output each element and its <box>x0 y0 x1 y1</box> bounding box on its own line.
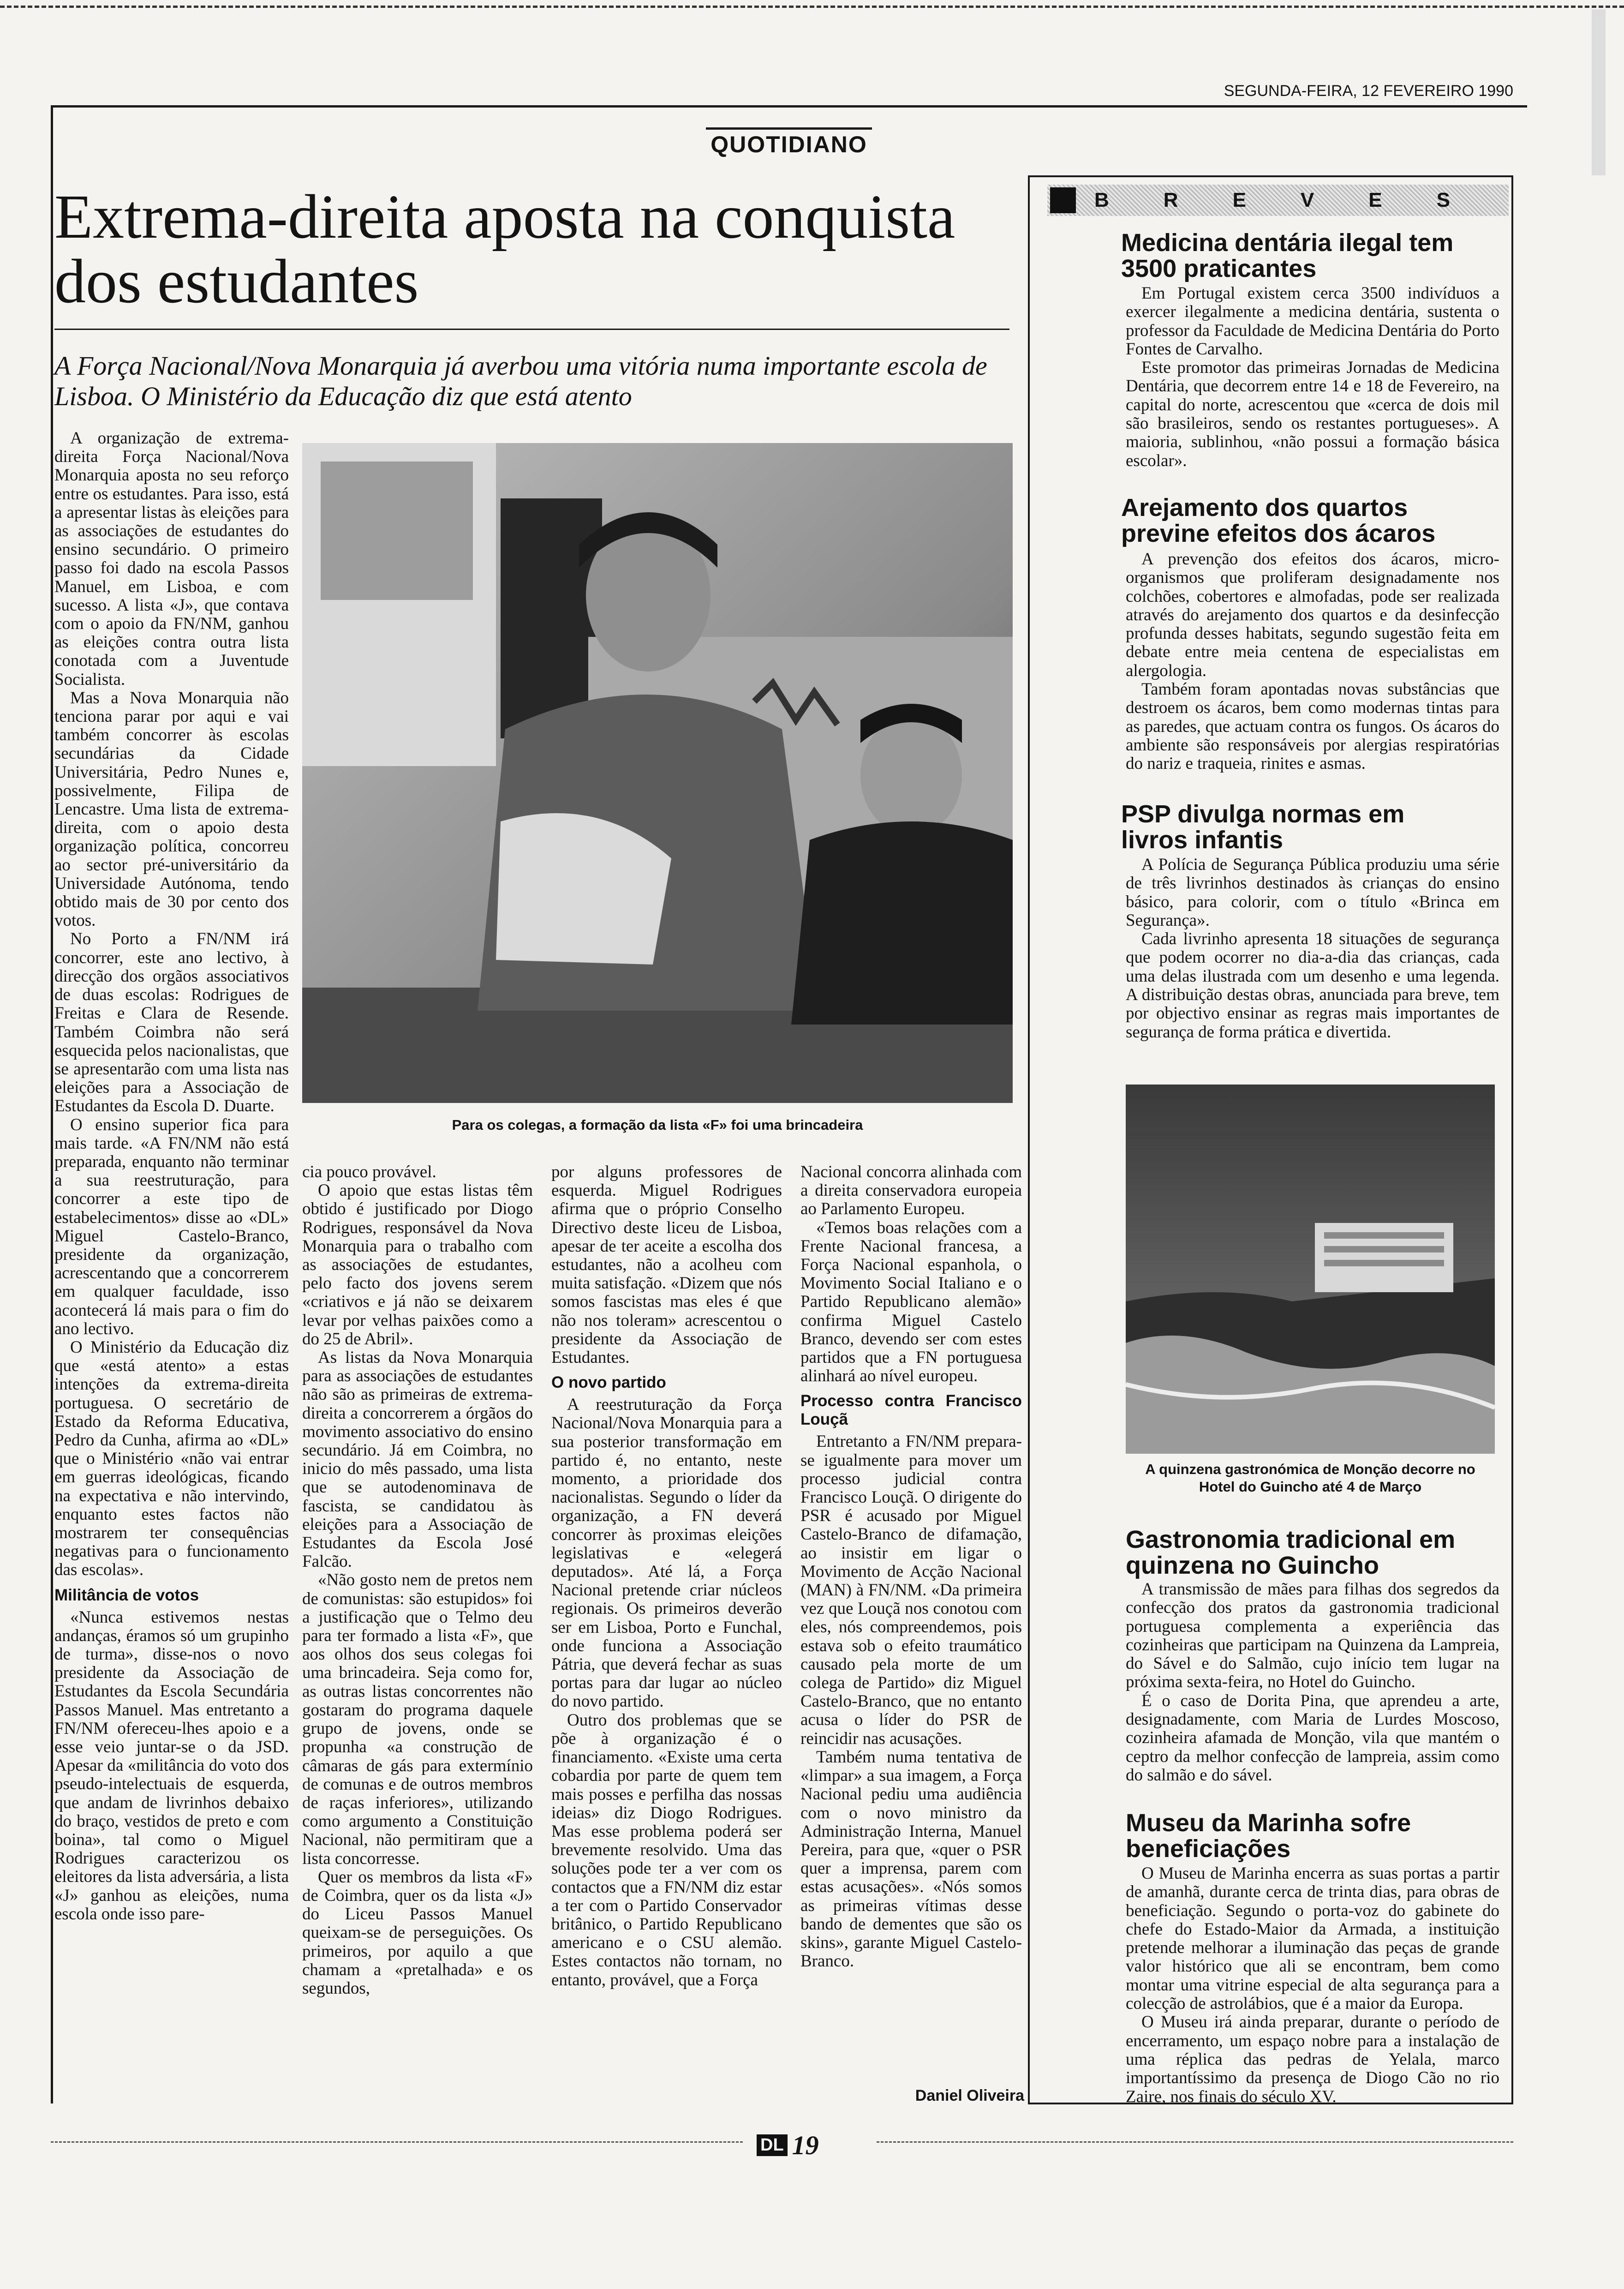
breves-frame-right <box>1511 175 1513 2104</box>
footer-rule-right <box>877 2141 1513 2143</box>
article-column-3 <box>551 1163 782 2109</box>
brief-body <box>1126 1864 1499 2106</box>
brief-title: Arejamento dos quartos previne efeitos dos ácaros <box>1121 494 1436 547</box>
paragraph: É o caso de Dorita Pina, que aprendeu a arte, designadamente, com Maria de Lurdes Moscoso, cozinheira afamada de Monção, vila que mantém o ceptro da melhor confecção de lampreia, assim como do salmão e do sável. <box>1126 1691 1499 1785</box>
banner-letter: E <box>1232 189 1246 211</box>
paragraph: Este promotor das primeiras Jornadas de Medicina Dentária, que decorrem entre 14 e 18 de Fevereiro, na capital do norte, acrescentou que «cerca de dois mil são brasileiros, sendo os restantes portugueses». A maioria, sublinhou, «não possui a formação básica escolar». <box>1126 358 1499 470</box>
frame-top <box>51 105 1527 108</box>
banner-letter: V <box>1300 189 1314 211</box>
students-photo <box>302 443 1013 1103</box>
paragraph: A Polícia de Segurança Pública produziu uma série de três livrinhos destinados às crianças do ensino básico, para colorir, com o título «Brinca em Segurança». <box>1126 855 1499 930</box>
paragraph: O Museu irá ainda preparar, durante o período de encerramento, um espaço nobre para a instalação de uma réplica das pedras de Yelala, marco importantíssimo da presença de Diogo Cão no rio Zaire, nos finais do século XV. <box>1126 2013 1499 2106</box>
banner-letter: E <box>1368 189 1382 211</box>
breves-frame-left <box>1028 175 1030 2104</box>
paragraph: Outro dos problemas que se põe à organização é o financiamento. «Existe uma certa cobardia por parte de quem tem mais posses e perfilha das nossas ideias» diz Diogo Rodrigues. Mas esse problema poderá ser brevemente resolvido. Uma das soluções pode ter a ver com os contactos que a FN/NM diz estar a ter com o Partido Conservador britânico, o Partido Republicano americano e o CSU alemão. Estes contactos não tornam, no entanto, provável, que a Força <box>551 1710 782 1989</box>
breves-banner <box>1047 185 1509 216</box>
footer-rule-left <box>51 2141 743 2143</box>
banner-square-icon <box>1050 187 1076 213</box>
paragraph: A transmissão de mães para filhas dos segredos da confecção dos pratos da gastronomia tradicional portuguesa complementa a experiência das cozinheiras que participam na Quinzena da Lampreia, do Sável e do Salmão, cujo início tem lugar na próxima sexta-feira, no Hotel do Guincho. <box>1126 1580 1499 1692</box>
paragraph: A organização de extrema-direita Força Nacional/Nova Monarquia aposta no seu reforço entre os estudantes. Para isso, está a apresentar listas às eleições para as associações de estudantes do ensino secundário. O primeiro passo foi dado na escola Passos Manuel, em Lisboa, e com sucesso. A lista «J», que contava com o apoio da FN/NM, ganhou as eleições contra outra lista conotada com a Juventude Socialista. <box>54 429 289 689</box>
paragraph: O apoio que estas listas têm obtido é justificado por Diogo Rodrigues, responsável da Nova Monarquia para o trabalho com as associações de estudantes, pelo facto dos jovens serem «criativos e já não se deixarem levar por velhas paixões como a do 25 de Abril». <box>302 1181 533 1348</box>
paragraph: Nacional concorra alinhada com a direita conservadora europeia ao Parlamento Europeu. <box>800 1163 1022 1219</box>
paragraph: A prevenção dos efeitos dos ácaros, micro-organismos que proliferam designadamente nos colchões, cobertores e almofadas, pode ser realizada através do arejamento dos quartos e da desinfecção profunda desses habitats, segundo sugestão feita em debate entre meia centena de especialistas em alergologia. <box>1126 550 1499 680</box>
paragraph: O Museu de Marinha encerra as suas portas a partir de amanhã, durante cerca de trinta dias, para obras de beneficiação. Segundo o porta-voz do gabinete do chefe do Estado-Maior da Armada, a instituição pretende melhorar a iluminação das peças de grande valor histórico que ali se encontram, bem como montar uma vitrine especial de alta segurança para a colecção de astrolábios, que é a maior da Europa. <box>1126 1864 1499 2013</box>
brief-title: Gastronomia tradicional em quinzena no Guincho <box>1126 1526 1456 1579</box>
paragraph: O Ministério da Educação diz que «está atento» a estas intenções da extrema-direita portuguesa. O secretário de Estado da Reforma Educativa, Pedro da Cunha, afirma ao «DL» que o Ministério «não vai entrar em guerras ideológicas, ficando na expectativa e não intervindo, enquanto estes factos não mostrarem ter consequências negativas para o funcionamento das escolas». <box>54 1337 289 1580</box>
paragraph: «Temos boas relações com a Frente Nacional francesa, a Força Nacional espanhola, o Movimento Social Italiano e o Partido Republicano alemão» confirma Miguel Castelo Branco, devendo ser com estes partidos que a FN portuguesa alinhará ao nível europeu. <box>800 1218 1022 1386</box>
paragraph: Em Portugal existem cerca 3500 indivíduos a exercer ilegalmente a medicina dentária, sustenta o professor da Faculdade de Medicina Dentária do Porto Fontes de Carvalho. <box>1126 284 1499 359</box>
subhead: O novo partido <box>551 1373 666 1392</box>
brief-body <box>1126 856 1499 1042</box>
paragraph: por alguns professores de esquerda. Miguel Rodrigues afirma que o próprio Conselho Directivo deste liceu de Lisboa, apesar de ter aceite a escolha dos estudantes, não a acolheu com muita satisfação. «Dizem que nós somos fascistas mas eles é que não nos toleram» acrescentou o presidente da Associação de Estudantes. <box>551 1163 782 1367</box>
issue-date: SEGUNDA-FEIRA, 12 FEVEREIRO 1990 <box>1224 82 1513 100</box>
paragraph: «Não gosto nem de pretos nem de comunistas: são estupidos» foi a justificação que o Telmo deu para ter formado a lista «F», que aos olhos dos seus colegas foi uma brincadeira. Seja como for, as outras listas concorrentes não gostaram do programa daquele grupo de jovens, onde se propunha «a construção de câmaras de gás para extermínio de comunas e de outros membros de raças inferiores», utilizando como argumento a Constituição Nacional, não permitiram que a lista concorresse. <box>302 1570 533 1868</box>
article-column-1 <box>54 429 289 2114</box>
brief-photo-caption: A quinzena gastronómica de Monção decorre no Hotel do Guincho até 4 de Março <box>1145 1461 1475 1495</box>
brief-body <box>1126 1580 1499 1785</box>
brief-body <box>1126 284 1499 470</box>
brief-title: Museu da Marinha sofre beneficiações <box>1126 1809 1411 1863</box>
banner-letter: R <box>1163 189 1178 211</box>
hotel-guincho-art <box>1126 1085 1495 1454</box>
frame-left <box>51 105 53 2103</box>
page-edge <box>1592 9 1606 175</box>
section-label: QUOTIDIANO <box>710 132 867 157</box>
byline: Daniel Oliveira <box>915 2087 1024 2104</box>
brief-title: PSP divulga normas em livros infantis <box>1121 800 1405 854</box>
footer-folio <box>757 2127 867 2163</box>
photo-caption: Para os colegas, a formação da lista «F» foi uma brincadeira <box>452 1117 863 1133</box>
paragraph: As listas da Nova Monarquia para as associações de estudantes não são as primeiras de extrema-direita a concorrerem a órgãos do movimento associativo do ensino secundário. Já em Coimbra, no inicio do mês passado, uma lista que se autodenominava de fascista, se candidatou às eleições para a Associação de Estudantes da Escola José Falcão. <box>302 1348 533 1571</box>
standfirst: A Força Nacional/Nova Monarquia já averbou uma vitória numa importante escola de Lisboa. O Ministério da Educação diz que está atento <box>54 351 987 411</box>
paragraph: No Porto a FN/NM irá concorrer, este ano lectivo, à direcção dos orgãos associativos de duas escolas: Rodrigues de Freitas e Clara de Resende. Também Coimbra não será esquecida pelos nacionalistas, que se apresentarão com uma lista nas eleições para a Associação de Estudantes da Escola D. Duarte. <box>54 929 289 1116</box>
paragraph: «Nunca estivemos nestas andanças, éramos só um grupinho de turma», disse-nos o novo presidente da Associação de Estudantes da Escola Secundária Passos Manuel. Mas entretanto a FN/NM ofereceu-lhes apoio e a esse veio juntar-se o da JSD. Apesar da «militância do voto dos pseudo-intelectuais de esquerda, que andam de livrinhos debaixo do braço, vestidos de preto e com boina», tal como o Miguel Rodrigues caracterizou os eleitores da lista adversária, a lista «J» ganhou as eleições, numa escola onde isso pare- <box>54 1607 289 1923</box>
article-column-2 <box>302 1163 533 2109</box>
paragraph: Cada livrinho apresenta 18 situações de segurança que podem ocorrer no dia-a-dia das crianças, cada uma delas ilustrada com um desenho e uma legenda. A distribuição destas obras, anunciada para breve, tem por objectivo ensinar as regras mais importantes de segurança de forma prática e divertida. <box>1126 929 1499 1042</box>
subhead: Militância de votos <box>54 1586 199 1604</box>
students-photo-art <box>302 443 1013 1103</box>
paragraph: O ensino superior fica para mais tarde. «A FN/NM não está preparada, enquanto não terminar a sua reestruturação, para concorrer a este tipo de estabelecimentos» disse ao «DL» Miguel Castelo-Branco, presidente da organização, acrescentando que a concorrerem em qualquer faculdade, isso acontecerá lá mais para o fim do ano lectivo. <box>54 1115 289 1338</box>
page-title: Extrema-direita aposta na conquista dos estudantes <box>54 182 955 316</box>
banner-letter: B <box>1094 189 1109 211</box>
paragraph: Mas a Nova Monarquia não tenciona parar por aqui e vai também concorrer às escolas secundárias da Cidade Universitária, Pedro Nunes e, possivelmente, Filipa de Lencastre. Uma lista de extrema-direita, com o apoio desta organização política, concorreu ao sector pré-universitário da Universidade Autónoma, tendo obtido mais de 30 por cento dos votos. <box>54 688 289 930</box>
headline-rule <box>54 329 1009 330</box>
brief-title: Medicina dentária ilegal tem 3500 praticantes <box>1121 229 1454 282</box>
banner-letter: S <box>1436 189 1450 211</box>
hotel-guincho-photo <box>1126 1085 1495 1454</box>
paragraph: Também numa tentativa de «limpar» a sua imagem, a Força Nacional pediu uma audiência com o novo ministro da Administração Interna, Manuel Pereira, para que, «quer o PSR quer a imprensa, parem com estas acusações». «Nós somos as primeiras vítimas desse bando de dementes que são os skins», garante Miguel Castelo-Branco. <box>800 1747 1022 1971</box>
paragraph: Quer os membros da lista «F» de Coimbra, quer os da lista «J» do Liceu Passos Manuel queixam-se de perseguições. Os primeiros, por aquilo a que chamam a «pretalhada» e os segundos, <box>302 1867 533 1998</box>
dl-logo: DL <box>757 2134 788 2156</box>
breves-frame-top <box>1028 175 1513 177</box>
paragraph: Entretanto a FN/NM prepara-se igualmente para mover um processo judicial contra Francisco Louçã. O dirigente do PSR é acusado por Miguel Castelo-Branco de difamação, ao insistir em ligar o Movimento de Acção Nacional (MAN) à FN/NM. «Da primeira vez que Louçã nos conotou com eles, nós compreendemos, pois estava sob o efeito traumático causado pela morte de um colega de Partido» diz Miguel Castelo-Branco, que no entanto acusa o líder do PSR de reincidir nas acusações. <box>800 1432 1022 1748</box>
brief-body <box>1126 550 1499 773</box>
paragraph: A reestruturação da Força Nacional/Nova Monarquia para a sua posterior transformação em partido é, no entanto, neste momento, a prioridade dos nacionalistas. Segundo o líder da organização, a FN deverá concorrer às proximas eleições legislativas e «elegerá deputados». Até lá, a Força Nacional pretende criar núcleos regionais. Os primeiros deverão ser em Lisboa, Porto e Funchal, onde funciona a Associação Pátria, que deverá fechar as suas portas para dar lugar ao núcleo do novo partido. <box>551 1395 782 1711</box>
paragraph: cia pouco provável. <box>302 1163 436 1181</box>
article-column-4 <box>800 1163 1022 2086</box>
section-rule <box>706 127 872 130</box>
page-number: 19 <box>792 2130 819 2160</box>
top-rule <box>0 6 1624 8</box>
subhead: Processo contra Francisco Louçã <box>800 1392 1022 1429</box>
paragraph: Também foram apontadas novas substâncias que destroem os ácaros, bem como modernas tintas para as paredes, que actuam contra os fungos. Os ácaros do ambiente são responsáveis por alergias respiratórias do nariz e traqueia, rinites e asmas. <box>1126 680 1499 773</box>
